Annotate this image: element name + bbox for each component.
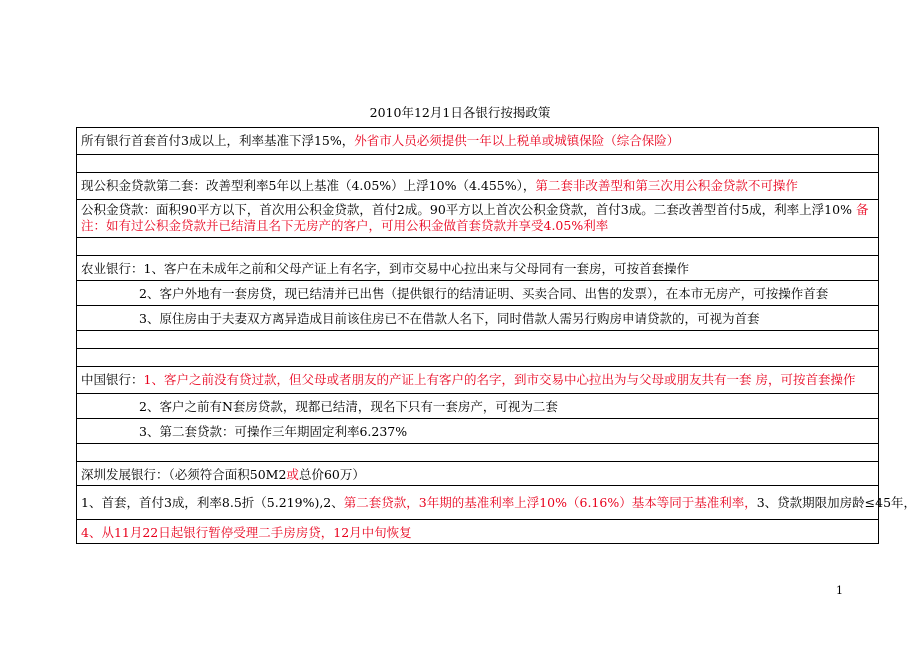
row-text-highlight: 或: [286, 467, 299, 482]
row-text: 公积金贷款：面积90平方以下，首次用公积金贷款，首付2成。90平方以上首次公积金贷款，首付3成。二套改善型首付5成，利率上浮10%: [81, 202, 856, 217]
row-text-highlight: 第二套非改善型和第三次用公积金贷款不可操作: [535, 178, 798, 193]
policy-table: [76, 127, 917, 544]
row-text: 农业银行：1、客户在未成年之前和父母产证上有名字，到市交易中心拉出来与父母同有一套房，可按首套操作: [81, 261, 689, 276]
table-row: [77, 173, 878, 200]
row-text-highlight: 第二套贷款，3年期的基准利率上浮10%（6.16%）基本等同于基准利率，: [343, 495, 757, 510]
table-row: [77, 281, 878, 306]
row-text: 2、客户外地有一套房贷，现已结清并已出售（提供银行的结清证明、买卖合同、出售的发票），在本市无房产，可按操作首套: [139, 286, 829, 301]
row-text-highlight: 备注：如有过公积金贷款并已结清且名下无房产的客户，可用公积金做首套贷款并享受4.05%利率: [81, 202, 869, 233]
table-row-empty: [77, 444, 878, 462]
table-row-empty: [77, 349, 878, 367]
row-text: 3、原住房由于夫妻双方离异造成目前该住房已不在借款人名下，同时借款人需另行购房申请贷款的，可视为首套: [139, 311, 760, 326]
row-text: 所有银行首套首付3成以上，利率基准下浮15%，: [81, 133, 355, 148]
table-row: [77, 367, 878, 394]
table-row-empty: [77, 238, 878, 256]
table-row-empty: [77, 331, 878, 349]
table-row: [77, 306, 878, 331]
row-text-highlight: 1、客户之前没有贷过款，但父母或者朋友的产证上有客户的名字，到市交易中心拉出为与父母或朋友共有一套 房，可按首套操作: [143, 372, 856, 387]
table-row: [77, 419, 878, 444]
table-row: [77, 520, 878, 544]
row-text: 2、客户之前有N套房贷款，现都已结清，现名下只有一套房产，可视为二套: [139, 399, 558, 414]
row-text: 3、第二套贷款：可操作三年期固定利率6.237%: [139, 424, 408, 439]
page-title: 2010年12月1日各银行按揭政策: [369, 105, 551, 120]
row-text-highlight: 外省市人员必须提供一年以上税单或城镇保险（综合保险）: [354, 133, 680, 148]
row-text: 1、首套，首付3成，利率8.5折（5.219%),2、: [81, 495, 344, 510]
row-text: 现公积金贷款第二套：改善型利率5年以上基准（4.05%）上浮10%（4.455%），: [81, 178, 536, 193]
row-text-highlight: 4、从11月22日起银行暂停受理二手房房贷，12月中旬恢复: [81, 525, 412, 540]
table-row: [77, 394, 878, 419]
table-row: [77, 486, 917, 520]
row-text: 3、贷款期限加房龄≤45年，: [756, 495, 917, 510]
table-row: [77, 128, 878, 155]
table-row-empty: [77, 155, 878, 173]
table-row: [77, 256, 878, 281]
table-row: [77, 462, 878, 486]
row-text: 深圳发展银行：（必须符合面积50M2: [81, 467, 287, 482]
row-text: 总价60万）: [298, 467, 365, 482]
table-row: [77, 200, 878, 238]
page-number: 1: [836, 584, 843, 597]
row-text: 中国银行：: [81, 372, 144, 387]
